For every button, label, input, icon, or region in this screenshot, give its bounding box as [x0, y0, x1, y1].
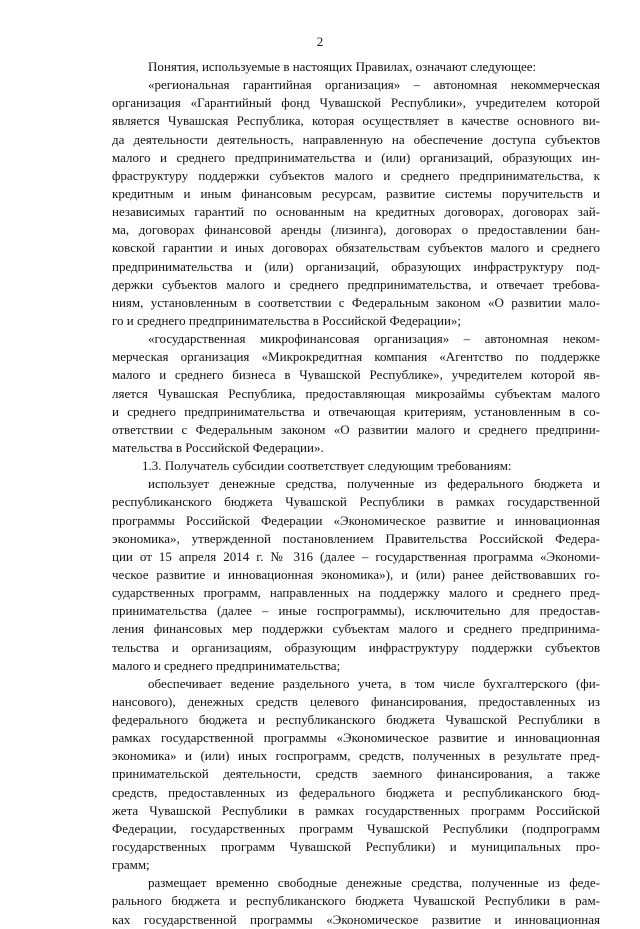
text-line: ляется Чувашская Республика, предоставляющая микрозаймы субъектам малого — [112, 385, 600, 401]
text-line: федерального бюджета и республиканского бюджета Чувашской Республики в — [112, 712, 600, 728]
text-line: рамках государственной программы «Экономическое развитие и инновационная — [112, 730, 600, 746]
text-line: малого и среднего бизнеса в Чувашской Республике», учредителем которой яв- — [112, 367, 600, 383]
text-line: экономика» и (или) иных госпрограмм, средств, полученных в результате пред- — [112, 748, 600, 764]
text-line: го и среднего предпринимательства в Российской Федерации»; — [112, 312, 462, 328]
text-line: ции от 15 апреля 2014 г. № 316 (далее – государственная программа «Экономи- — [112, 548, 600, 564]
text-line: организация «Гарантийный фонд Чувашской Республики», учредителем которой — [112, 95, 600, 111]
text-line: ниям, установленным в соответствии с Федеральным законом «О развитии мало- — [112, 294, 600, 310]
text-line: фраструктуру поддержки субъектов малого и среднего предпринимательства, к — [112, 167, 600, 183]
text-line: ответствии с Федеральным законом «О развитии малого и среднего предприни- — [112, 421, 600, 437]
text-line: держки субъектов малого и среднего предпринимательства, и отвечает требова- — [112, 276, 600, 292]
text-line: принимательства (далее – иные госпрограммы), исключительно для предостав- — [112, 603, 600, 619]
text-line: «государственная микрофинансовая организация» – автономная неком- — [148, 331, 600, 347]
text-line: тельства и организациям, образующим инфраструктуру поддержки субъектов — [112, 639, 600, 655]
text-line: Федерации, государственных программ Чувашской Республики (подпрограмм — [112, 820, 600, 836]
text-line: обеспечивает ведение раздельного учета, в том числе бухгалтерского (фи- — [148, 675, 600, 691]
text-line: сударственных программ, направленных на поддержку малого и среднего пред- — [112, 585, 600, 601]
text-line: Понятия, используемые в настоящих Правилах, означают следующее: — [148, 59, 537, 74]
text-line: ковской гарантии и иных договорах обязательствам субъектов малого и среднего — [112, 240, 600, 256]
text-line: мательства в Российской Федерации». — [112, 439, 324, 455]
text-line: экономика», утвержденной постановлением Правительства Российской Федера- — [112, 530, 600, 546]
text-line: кредитным и иным финансовым ресурсам, развитие системы поручительств и — [112, 185, 600, 201]
text-line: и среднего предпринимательства и отвечающая критериям, установленным в со- — [112, 403, 600, 419]
text-line: ках государственной программы «Экономическое развитие и инновационная — [112, 911, 600, 927]
text-line: является Чувашская Республика, которая осуществляет в качестве основного ви- — [112, 113, 600, 129]
text-line: предпринимательства и (или) организаций, образующих инфраструктуру под- — [112, 258, 600, 274]
text-line: «региональная гарантийная организация» – автономная некоммерческая — [148, 77, 600, 93]
text-line: ления финансовых мер поддержки субъектам малого и среднего предпринима- — [112, 621, 600, 637]
text-line: программы Российской Федерации «Экономическое развитие и инновационная — [112, 512, 600, 528]
text-line: ма, договорах финансовой аренды (лизинга), договорах о предоставлении бан- — [112, 222, 600, 238]
text-line: использует денежные средства, полученные из федерального бюджета и — [148, 476, 600, 492]
text-line: государственных программ Чувашской Республики) и муниципальных про- — [112, 839, 600, 855]
document-body — [112, 58, 600, 929]
text-line: средств, предоставленных из федерального бюджета и республиканского бюд- — [112, 784, 600, 800]
text-line: ческое развитие и инновационная экономика»), и (или) ранее действовавших го- — [112, 566, 600, 582]
section-heading-line: 1.3. Получатель субсидии соответствует следующим требованиям: — [142, 458, 512, 474]
text-line: жета Чувашской Республики в рамках государственных программ Российской — [112, 802, 600, 818]
text-line: размещает временно свободные денежные средства, полученные из феде- — [148, 875, 600, 891]
text-line: грамм; — [112, 857, 150, 873]
text-line: республиканского бюджета Чувашской Республики в рамках государственной — [112, 494, 600, 510]
text-line: нансового), денежных средств целевого финансирования, предоставленных из — [112, 693, 600, 709]
text-line: рального бюджета и республиканского бюджета Чувашской Республики в рам- — [112, 893, 600, 909]
text-line: малого и среднего предпринимательства и (или) организаций, образующих ин- — [112, 149, 600, 165]
text-line: малого и среднего предпринимательства; — [112, 657, 341, 673]
text-line: мерческая организация «Микрокредитная компания «Агентство по поддержке — [112, 349, 600, 365]
page-number: 2 — [316, 34, 324, 49]
text-line: да деятельности деятельность, направленную на обеспечение доступа субъектов — [112, 131, 600, 147]
text-line: независимых гарантий по основанным на кредитных договорах, договорах зай- — [112, 204, 600, 220]
text-line: принимательской деятельности, средств заемного финансирования, а также — [112, 766, 600, 782]
